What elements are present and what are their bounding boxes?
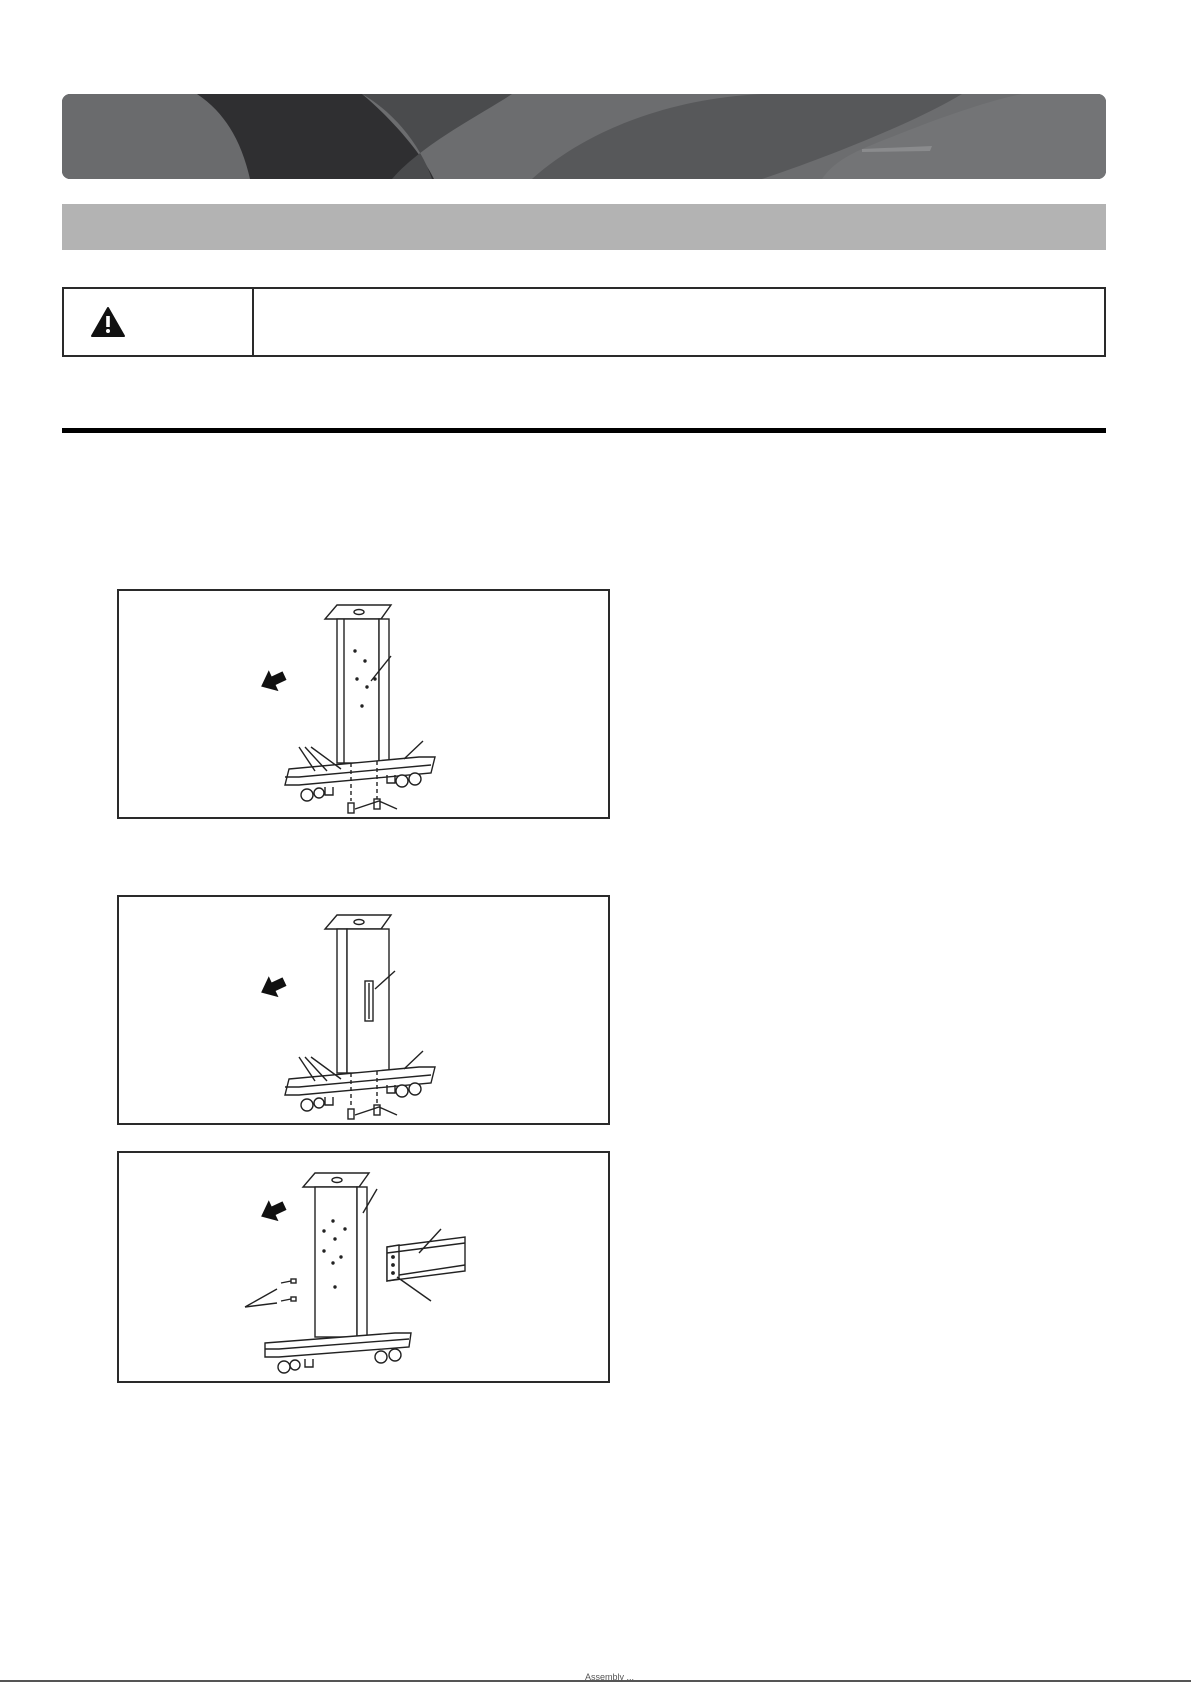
section-header-bar	[62, 204, 1106, 250]
header-banner	[62, 94, 1106, 179]
figure-2	[117, 895, 610, 1125]
figure-3	[117, 1151, 610, 1383]
section-divider	[62, 428, 1106, 433]
caution-text	[254, 289, 1104, 355]
arrow-icon	[258, 1197, 288, 1225]
figure-3-illustration	[119, 1153, 608, 1381]
caution-label-cell	[64, 289, 254, 355]
figure-1	[117, 589, 610, 819]
figure-2-illustration	[119, 897, 608, 1123]
footer-text: Assembly ...	[585, 1672, 635, 1682]
caution-box	[62, 287, 1106, 357]
figure-1-illustration	[119, 591, 608, 817]
arrow-icon	[258, 667, 288, 695]
warning-icon	[90, 306, 126, 338]
banner-graphic	[62, 94, 1106, 179]
arrow-icon	[258, 973, 288, 1001]
